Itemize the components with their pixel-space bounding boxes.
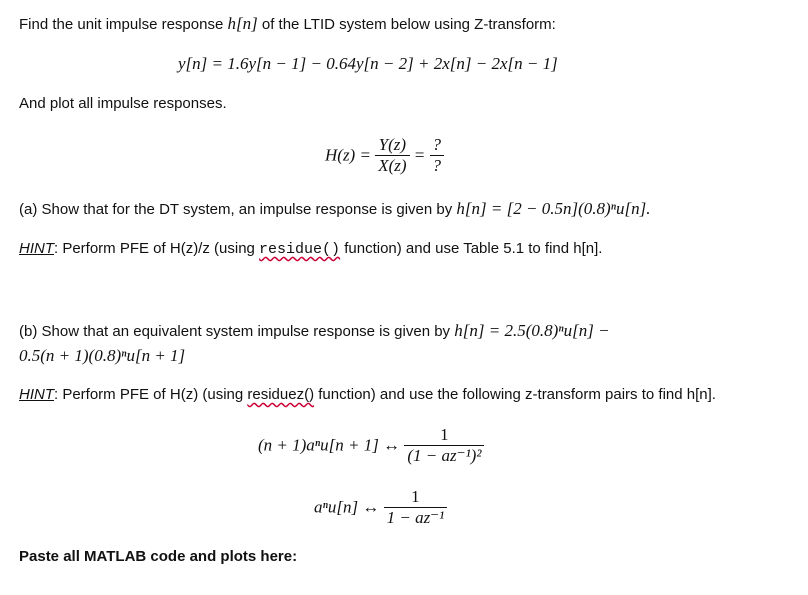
- transfer-num: Y(z): [378, 135, 407, 154]
- hint-a-label: HINT: [19, 240, 54, 257]
- transfer-fraction: [375, 135, 409, 176]
- intro-hn: h[n]: [227, 14, 258, 33]
- part-a-text: (a) Show that for the DT system, an impulse response is given by: [19, 201, 457, 218]
- hint-b-text2: function) and use the following z-transform pairs to find h[n].: [314, 386, 716, 403]
- part-b-line2: [19, 346, 185, 366]
- pair1-den: (1 − az⁻¹)²: [404, 445, 484, 466]
- transfer-lhs: H(z) =: [325, 145, 371, 165]
- pair1-num: 1: [440, 425, 449, 444]
- z-pair-2: [314, 487, 447, 528]
- transfer-q-den: ?: [430, 155, 445, 176]
- pair2-lhs: aⁿu[n] ↔: [314, 497, 380, 517]
- hint-b: [19, 386, 716, 403]
- difference-equation: y[n] = 1.6y[n − 1] − 0.64y[n − 2] + 2x[n] − 2x[n − 1]: [178, 54, 558, 73]
- part-b-math1: h[n] = 2.5(0.8)ⁿu[n] −: [454, 321, 610, 340]
- pair2-num: 1: [411, 487, 420, 506]
- transfer-q-num: ?: [432, 135, 441, 154]
- part-b-math2: 0.5(n + 1)(0.8)ⁿu[n + 1]: [19, 346, 186, 365]
- paste-instruction: Paste all MATLAB code and plots here:: [19, 548, 298, 565]
- part-a-math: h[n] = [2 − 0.5n](0.8)ⁿu[n].: [456, 199, 651, 218]
- hint-a-text2: function) and use Table 5.1 to find h[n].: [340, 240, 603, 257]
- part-b-text: (b) Show that an equivalent system impulse response is given by: [19, 323, 455, 340]
- intro-line: [19, 14, 556, 34]
- transfer-eq: =: [413, 145, 426, 165]
- hint-b-text1: : Perform PFE of H(z) (using: [54, 386, 248, 403]
- part-b-line1: [19, 321, 610, 341]
- part-a: [19, 199, 651, 219]
- pair1-lhs: (n + 1)aⁿu[n + 1] ↔: [258, 435, 401, 455]
- transfer-den: X(z): [375, 155, 409, 176]
- hint-a: [19, 240, 602, 258]
- intro-prefix: Find the unit impulse response: [19, 16, 228, 33]
- hint-a-code: residue(): [259, 241, 341, 258]
- pair2-den: 1 − az⁻¹: [384, 507, 448, 528]
- z-pair-1: [258, 425, 484, 466]
- hint-a-text1: : Perform PFE of H(z)/z (using: [54, 240, 260, 257]
- pair1-fraction: [404, 425, 484, 466]
- plot-instruction: And plot all impulse responses.: [19, 95, 227, 112]
- transfer-function: [325, 135, 444, 176]
- pair2-fraction: [384, 487, 448, 528]
- hint-b-code: residuez(): [247, 386, 315, 403]
- intro-suffix: of the LTID system below using Z-transform:: [257, 16, 556, 33]
- transfer-unknown-fraction: [430, 135, 445, 176]
- hint-b-label: HINT: [19, 386, 54, 403]
